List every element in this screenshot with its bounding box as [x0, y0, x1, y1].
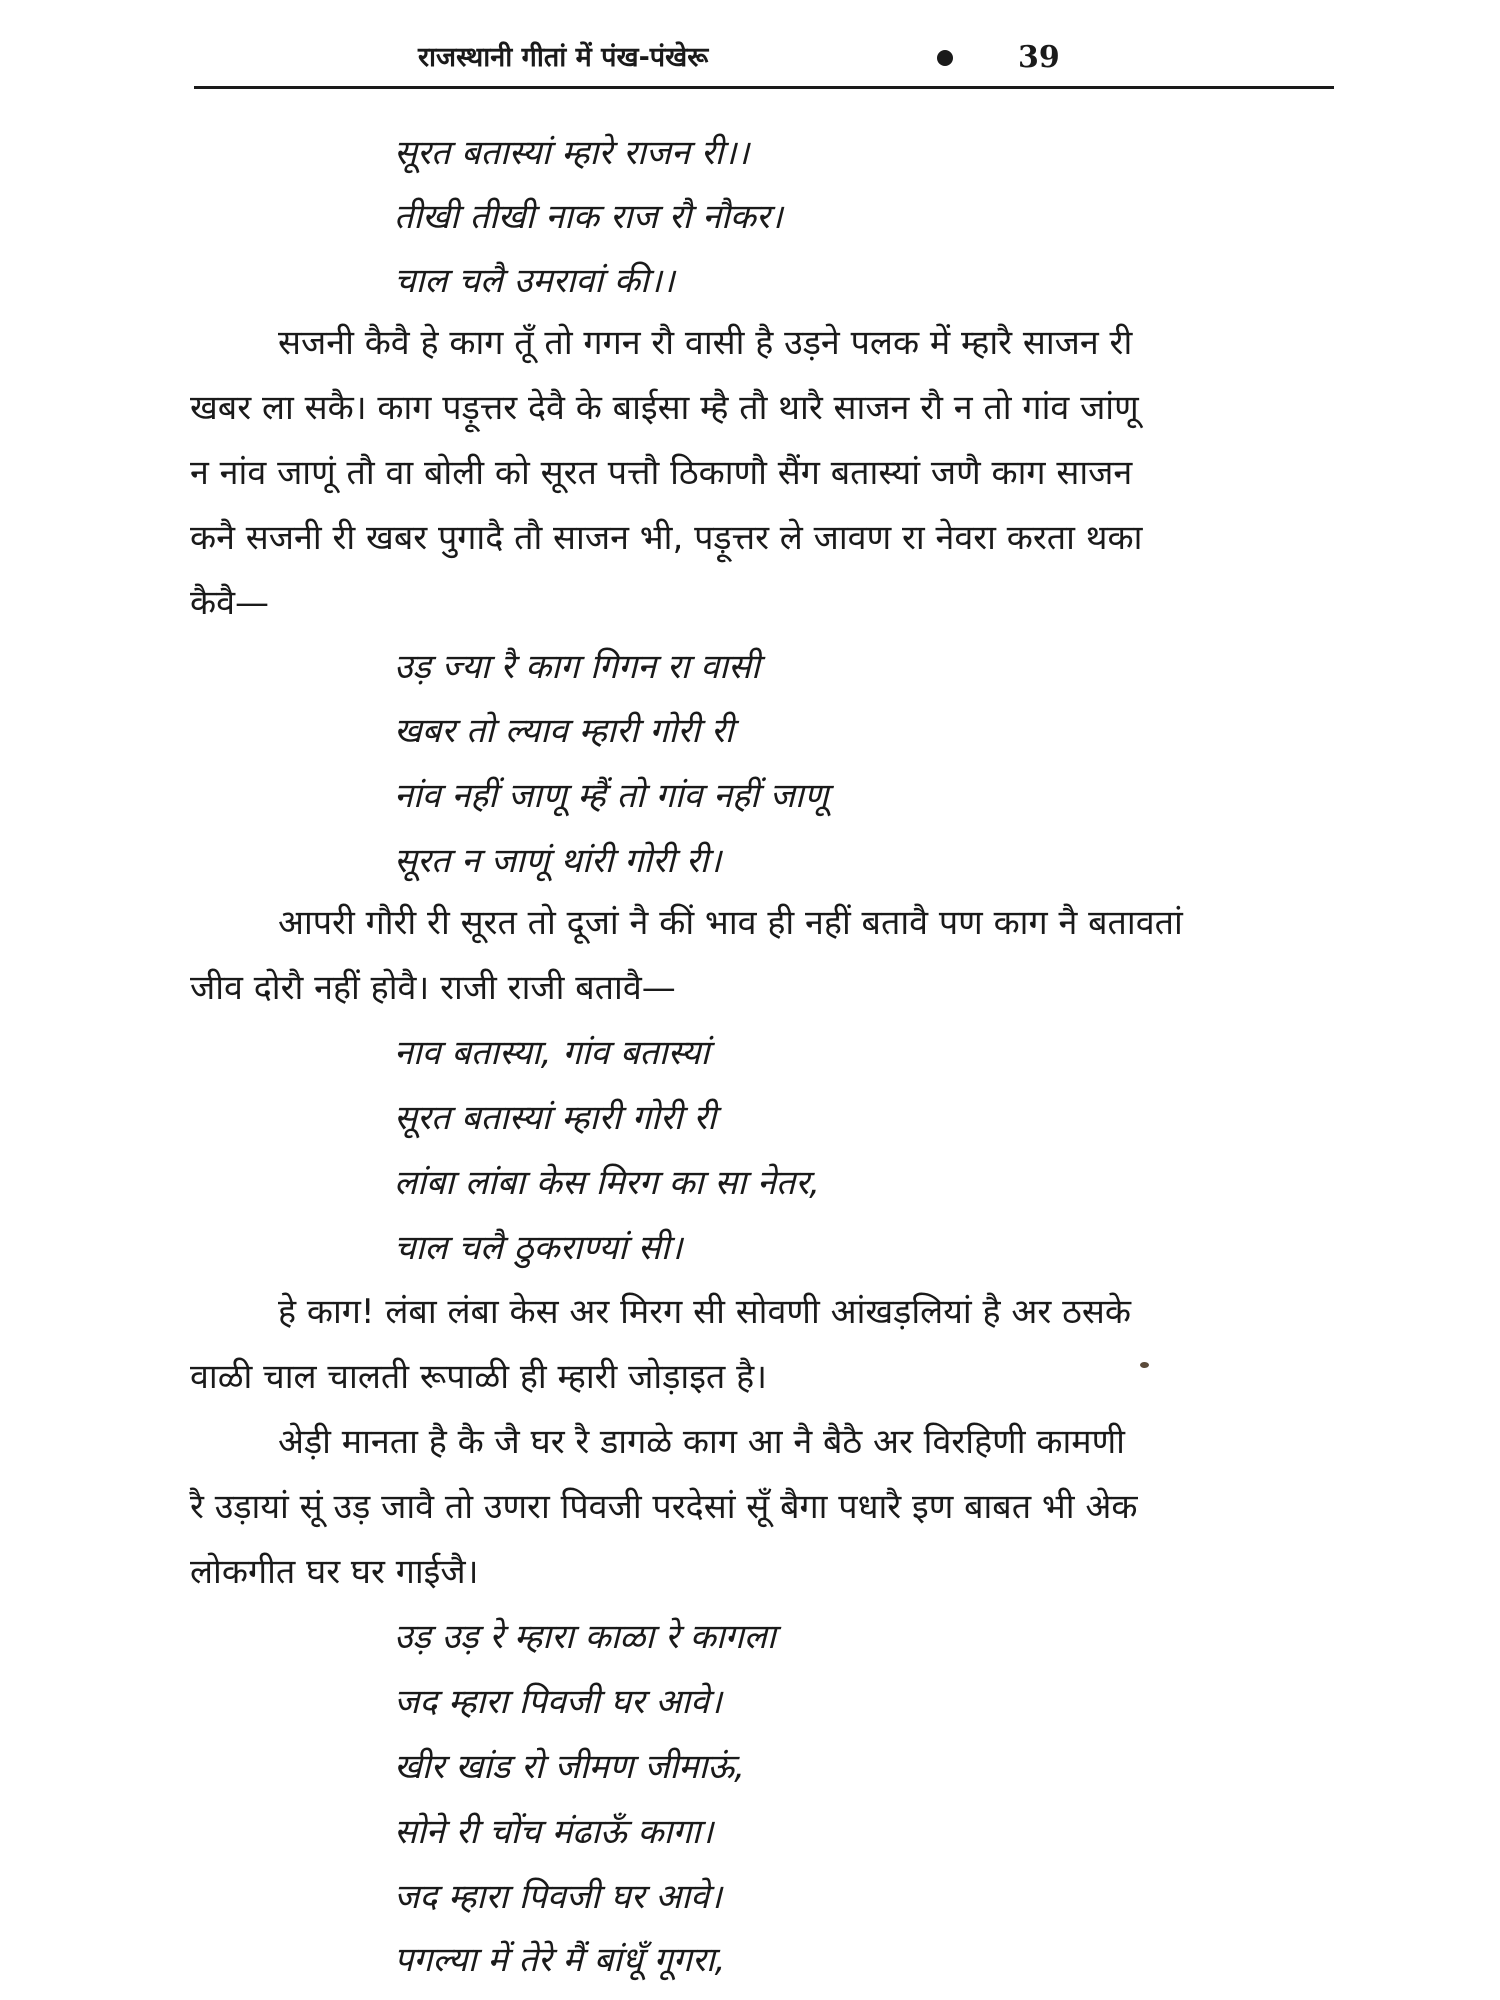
paragraph-line: रै उड़ायां सूं उड़ जावै तो उणरा पिवजी परदेसां सूँ बैगा पधारै इण बाबत भी अेक: [190, 1487, 1138, 1527]
verse-line: सूरत बतास्यां म्हारे राजन री।।: [394, 133, 750, 173]
verse-line: खबर तो ल्याव म्हारी गोरी री: [394, 711, 734, 751]
paragraph-line: खबर ला सकै। काग पड़ूत्तर देवै के बाईसा म्है तौ थारै साजन रौ न तो गांव जांणू: [190, 388, 1139, 428]
bullet-separator: [937, 50, 953, 66]
page-number: 39: [1018, 40, 1060, 75]
verse-line: नाव बतास्या, गांव बतास्यां: [394, 1033, 710, 1073]
verse-line: सूरत न जाणूं थांरी गोरी री।: [394, 841, 722, 881]
paragraph-line: आपरी गौरी री सूरत तो दूजां नै कीं भाव ही नहीं बतावै पण काग नै बतावतां: [278, 903, 1183, 943]
page-header: [0, 36, 1500, 80]
paragraph-line: वाळी चाल चालती रूपाळी ही म्हारी जोड़ाइत है।: [190, 1357, 768, 1397]
paragraph-line: कनै सजनी री खबर पुगादै तौ साजन भी, पड़ूत्तर ले जावण रा नेवरा करता थका: [190, 518, 1143, 558]
ink-speck: [1140, 1362, 1149, 1368]
verse-line: नांव नहीं जाणू म्हैं तो गांव नहीं जाणू: [394, 776, 829, 816]
paragraph-line: हे काग! लंबा लंबा केस अर मिरग सी सोवणी आंखड़लियां है अर ठसके: [278, 1292, 1131, 1332]
paragraph-line: न नांव जाणूं तौ वा बोली को सूरत पत्तौ ठिकाणौ सैंग बतास्यां जणै काग साजन: [190, 453, 1133, 493]
paragraph-line: सजनी कैवै हे काग तूँ तो गगन रौ वासी है उड़ने पलक में म्हारै साजन री: [278, 323, 1133, 363]
verse-line: चाल चलै उमरावां की।।: [394, 261, 675, 301]
verse-line: उड़ उड़ रे म्हारा काळा रे कागला: [394, 1617, 776, 1657]
verse-line: लांबा लांबा केस मिरग का सा नेतर,: [394, 1163, 820, 1203]
verse-line: चाल चलै ठुकराण्यां सी।: [394, 1228, 683, 1268]
running-title: राजस्थानी गीतां में पंख-पंखेरू: [418, 42, 709, 73]
paragraph-line: जीव दोरौ नहीं होवै। राजी राजी बतावै—: [190, 968, 676, 1008]
paragraph-line: कैवै—: [190, 583, 270, 623]
verse-line: सूरत बतास्यां म्हारी गोरी री: [394, 1098, 717, 1138]
verse-line: जद म्हारा पिवजी घर आवे।: [394, 1682, 722, 1722]
paragraph-line: लोकगीत घर घर गाईजै।: [190, 1552, 479, 1592]
verse-line: खीर खांड रो जीमण जीमाऊं,: [394, 1747, 745, 1787]
verse-line: सोने री चोंच मंढाऊँ कागा।: [394, 1812, 714, 1852]
verse-line: उड़ ज्या रै काग गिगन रा वासी: [394, 647, 760, 687]
paragraph-line: अेड़ी मानता है कै जै घर रै डागळे काग आ नै बैठै अर विरहिणी कामणी: [278, 1422, 1125, 1462]
header-rule: [194, 86, 1334, 89]
verse-line: तीखी तीखी नाक राज रौ नौकर।: [394, 197, 783, 237]
verse-line: जद म्हारा पिवजी घर आवे।: [394, 1877, 722, 1917]
verse-line: पगल्या में तेरे मैं बांधूँ गूगरा,: [394, 1940, 726, 1980]
